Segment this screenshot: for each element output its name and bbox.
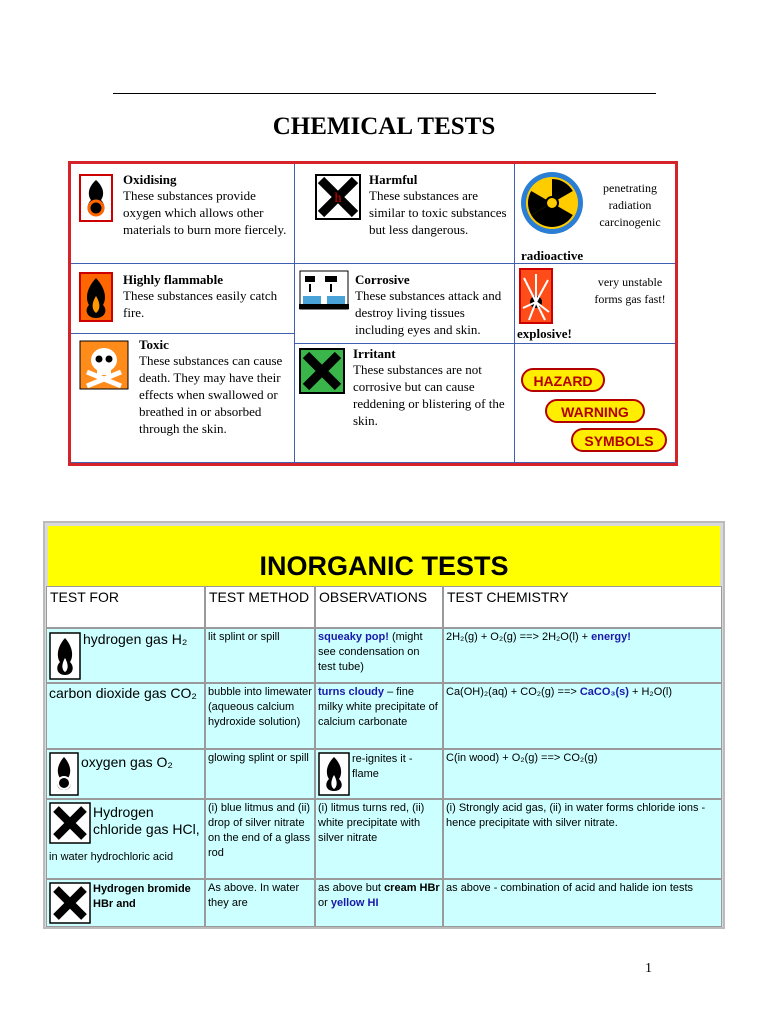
hcl-method: (i) blue litmus and (ii) drop of silver nitrate on the end of a glass rod <box>205 799 315 879</box>
pill-symbols: SYMBOLS <box>571 428 667 452</box>
explosive-label: explosive! <box>517 326 572 341</box>
toxic-heading: Toxic <box>139 337 169 352</box>
co2-chem-end: + H₂O(l) <box>628 686 673 698</box>
header-test-method: TEST METHOD <box>205 586 315 628</box>
hazard-irritant <box>295 344 515 463</box>
corrosive-icon <box>299 270 349 310</box>
hazard-oxidising <box>71 164 295 264</box>
header-observations: OBSERVATIONS <box>315 586 443 628</box>
table-row-oxygen-test-for <box>46 749 205 799</box>
hbr-observations <box>315 879 443 927</box>
oxygen-method: glowing splint or spill <box>205 749 315 799</box>
hbr-method: As above. In water they are <box>205 879 315 927</box>
pill-hazard: HAZARD <box>521 368 605 392</box>
table-row-hydrogen-test-for <box>46 628 205 683</box>
flame-icon <box>49 632 81 680</box>
hcl-observations: (i) litmus turns red, (ii) white precipitate with silver nitrate <box>315 799 443 879</box>
carbon-dioxide-method: bubble into limewater (aqueous calcium hydroxide solution) <box>205 683 315 749</box>
hydrogen-obs-rest: (might see condensation on test tube) <box>318 631 423 673</box>
oxidising-icon <box>79 174 113 222</box>
page-number: 1 <box>645 961 652 976</box>
flame-icon <box>79 272 113 322</box>
hazard-flammable <box>71 264 295 334</box>
hbr-label: Hydrogen bromide HBr and <box>93 883 191 910</box>
hydrogen-obs-highlight: squeaky pop! <box>318 631 389 643</box>
oxidising-icon <box>49 752 79 796</box>
hydrogen-chem-highlight: energy! <box>591 631 631 643</box>
toxic-text: These substances can cause death. They may have their effects when swallowed or breathed in or absorbed through the skin. <box>139 353 283 436</box>
top-rule <box>113 93 656 94</box>
inorganic-banner: INORGANIC TESTS <box>48 526 720 586</box>
harmful-cross-icon <box>49 882 91 924</box>
inorganic-tests-table <box>43 521 725 929</box>
hydrogen-method: lit splint or spill <box>205 628 315 683</box>
hazard-toxic <box>71 334 295 463</box>
hydrogen-chem: 2H₂(g) + O₂(g) ==> 2H₂O(l) + <box>446 631 592 643</box>
hazard-symbols-panel <box>68 161 678 466</box>
hydrogen-chemistry <box>443 628 722 683</box>
flammable-heading: Highly flammable <box>123 272 224 287</box>
carbon-dioxide-chemistry <box>443 683 722 749</box>
co2-chem-highlight: CaCO₃(s) <box>579 686 629 698</box>
harmful-text: These substances are similar to toxic substances but less dangerous. <box>369 188 507 237</box>
harmful-cross-icon <box>49 802 91 844</box>
flame-icon <box>318 752 350 796</box>
co2-obs-rest: – fine milky white precipitate of calcium carbonate <box>318 686 438 728</box>
hcl-chemistry: (i) Strongly acid gas, (ii) in water forms chloride ions - hence precipitate with silver nitrate. <box>443 799 722 879</box>
harmful-heading: Harmful <box>369 172 418 187</box>
hbr-chemistry: as above - combination of acid and halide ion tests <box>443 879 722 927</box>
hazard-radioactive <box>515 164 675 264</box>
hazard-warning-pills <box>515 344 675 463</box>
carbon-dioxide-label: carbon dioxide gas CO₂ <box>46 683 205 749</box>
explosive-notes: very unstable forms gas fast! <box>594 275 666 306</box>
table-row-hcl-test-for <box>46 799 205 879</box>
header-test-chemistry: TEST CHEMISTRY <box>443 586 722 628</box>
hydrogen-label: hydrogen gas H₂ <box>83 631 188 647</box>
harmful-cross-icon <box>315 174 361 220</box>
radioactive-label: radioactive <box>521 248 584 263</box>
hydrogen-observations <box>315 628 443 683</box>
hbr-obs-a: as above but <box>318 882 385 894</box>
oxidising-heading: Oxidising <box>123 172 177 187</box>
oxygen-observations-text: re-ignites it - flame <box>352 753 413 780</box>
irritant-cross-icon <box>299 348 345 394</box>
skull-crossbones-icon <box>79 340 129 390</box>
explosive-icon <box>519 268 553 324</box>
hazard-explosive <box>515 264 675 344</box>
pill-warning: WARNING <box>545 399 645 423</box>
hcl-label: Hydrogen chloride gas HCl, <box>93 804 200 837</box>
radioactive-notes: penetrating radiation carcinogenic <box>599 181 661 229</box>
flammable-text: These substances easily catch fire. <box>123 288 278 320</box>
table-row-oxygen-observations <box>315 749 443 799</box>
hbr-obs-b: cream HBr <box>384 882 440 894</box>
corrosive-text: These substances attack and destroy living tissues including eyes and skin. <box>355 288 502 337</box>
corrosive-heading: Corrosive <box>355 272 410 287</box>
hazard-corrosive <box>295 264 515 344</box>
table-row-hbr-test-for <box>46 879 205 927</box>
irritant-text: These substances are not corrosive but can cause reddening or blistering of the skin. <box>353 362 505 428</box>
harmful-letter: h <box>334 191 342 206</box>
carbon-dioxide-observations <box>315 683 443 749</box>
co2-chem: Ca(OH)₂(aq) + CO₂(g) ==> <box>446 686 580 698</box>
oxygen-label: oxygen gas O₂ <box>81 754 173 770</box>
radioactive-icon <box>519 170 585 236</box>
hazard-harmful <box>295 164 515 264</box>
co2-obs-highlight: turns cloudy <box>318 686 385 698</box>
hcl-sublabel: in water hydrochloric acid <box>49 851 174 863</box>
oxidising-text: These substances provide oxygen which allows other materials to burn more fiercely. <box>123 188 287 237</box>
page-title: CHEMICAL TESTS <box>272 113 496 140</box>
irritant-heading: Irritant <box>353 346 396 361</box>
hbr-obs-d: yellow HI <box>330 897 379 909</box>
hbr-obs-c: or <box>318 897 331 909</box>
header-test-for: TEST FOR <box>46 586 205 628</box>
oxygen-chemistry: C(in wood) + O₂(g) ==> CO₂(g) <box>443 749 722 799</box>
